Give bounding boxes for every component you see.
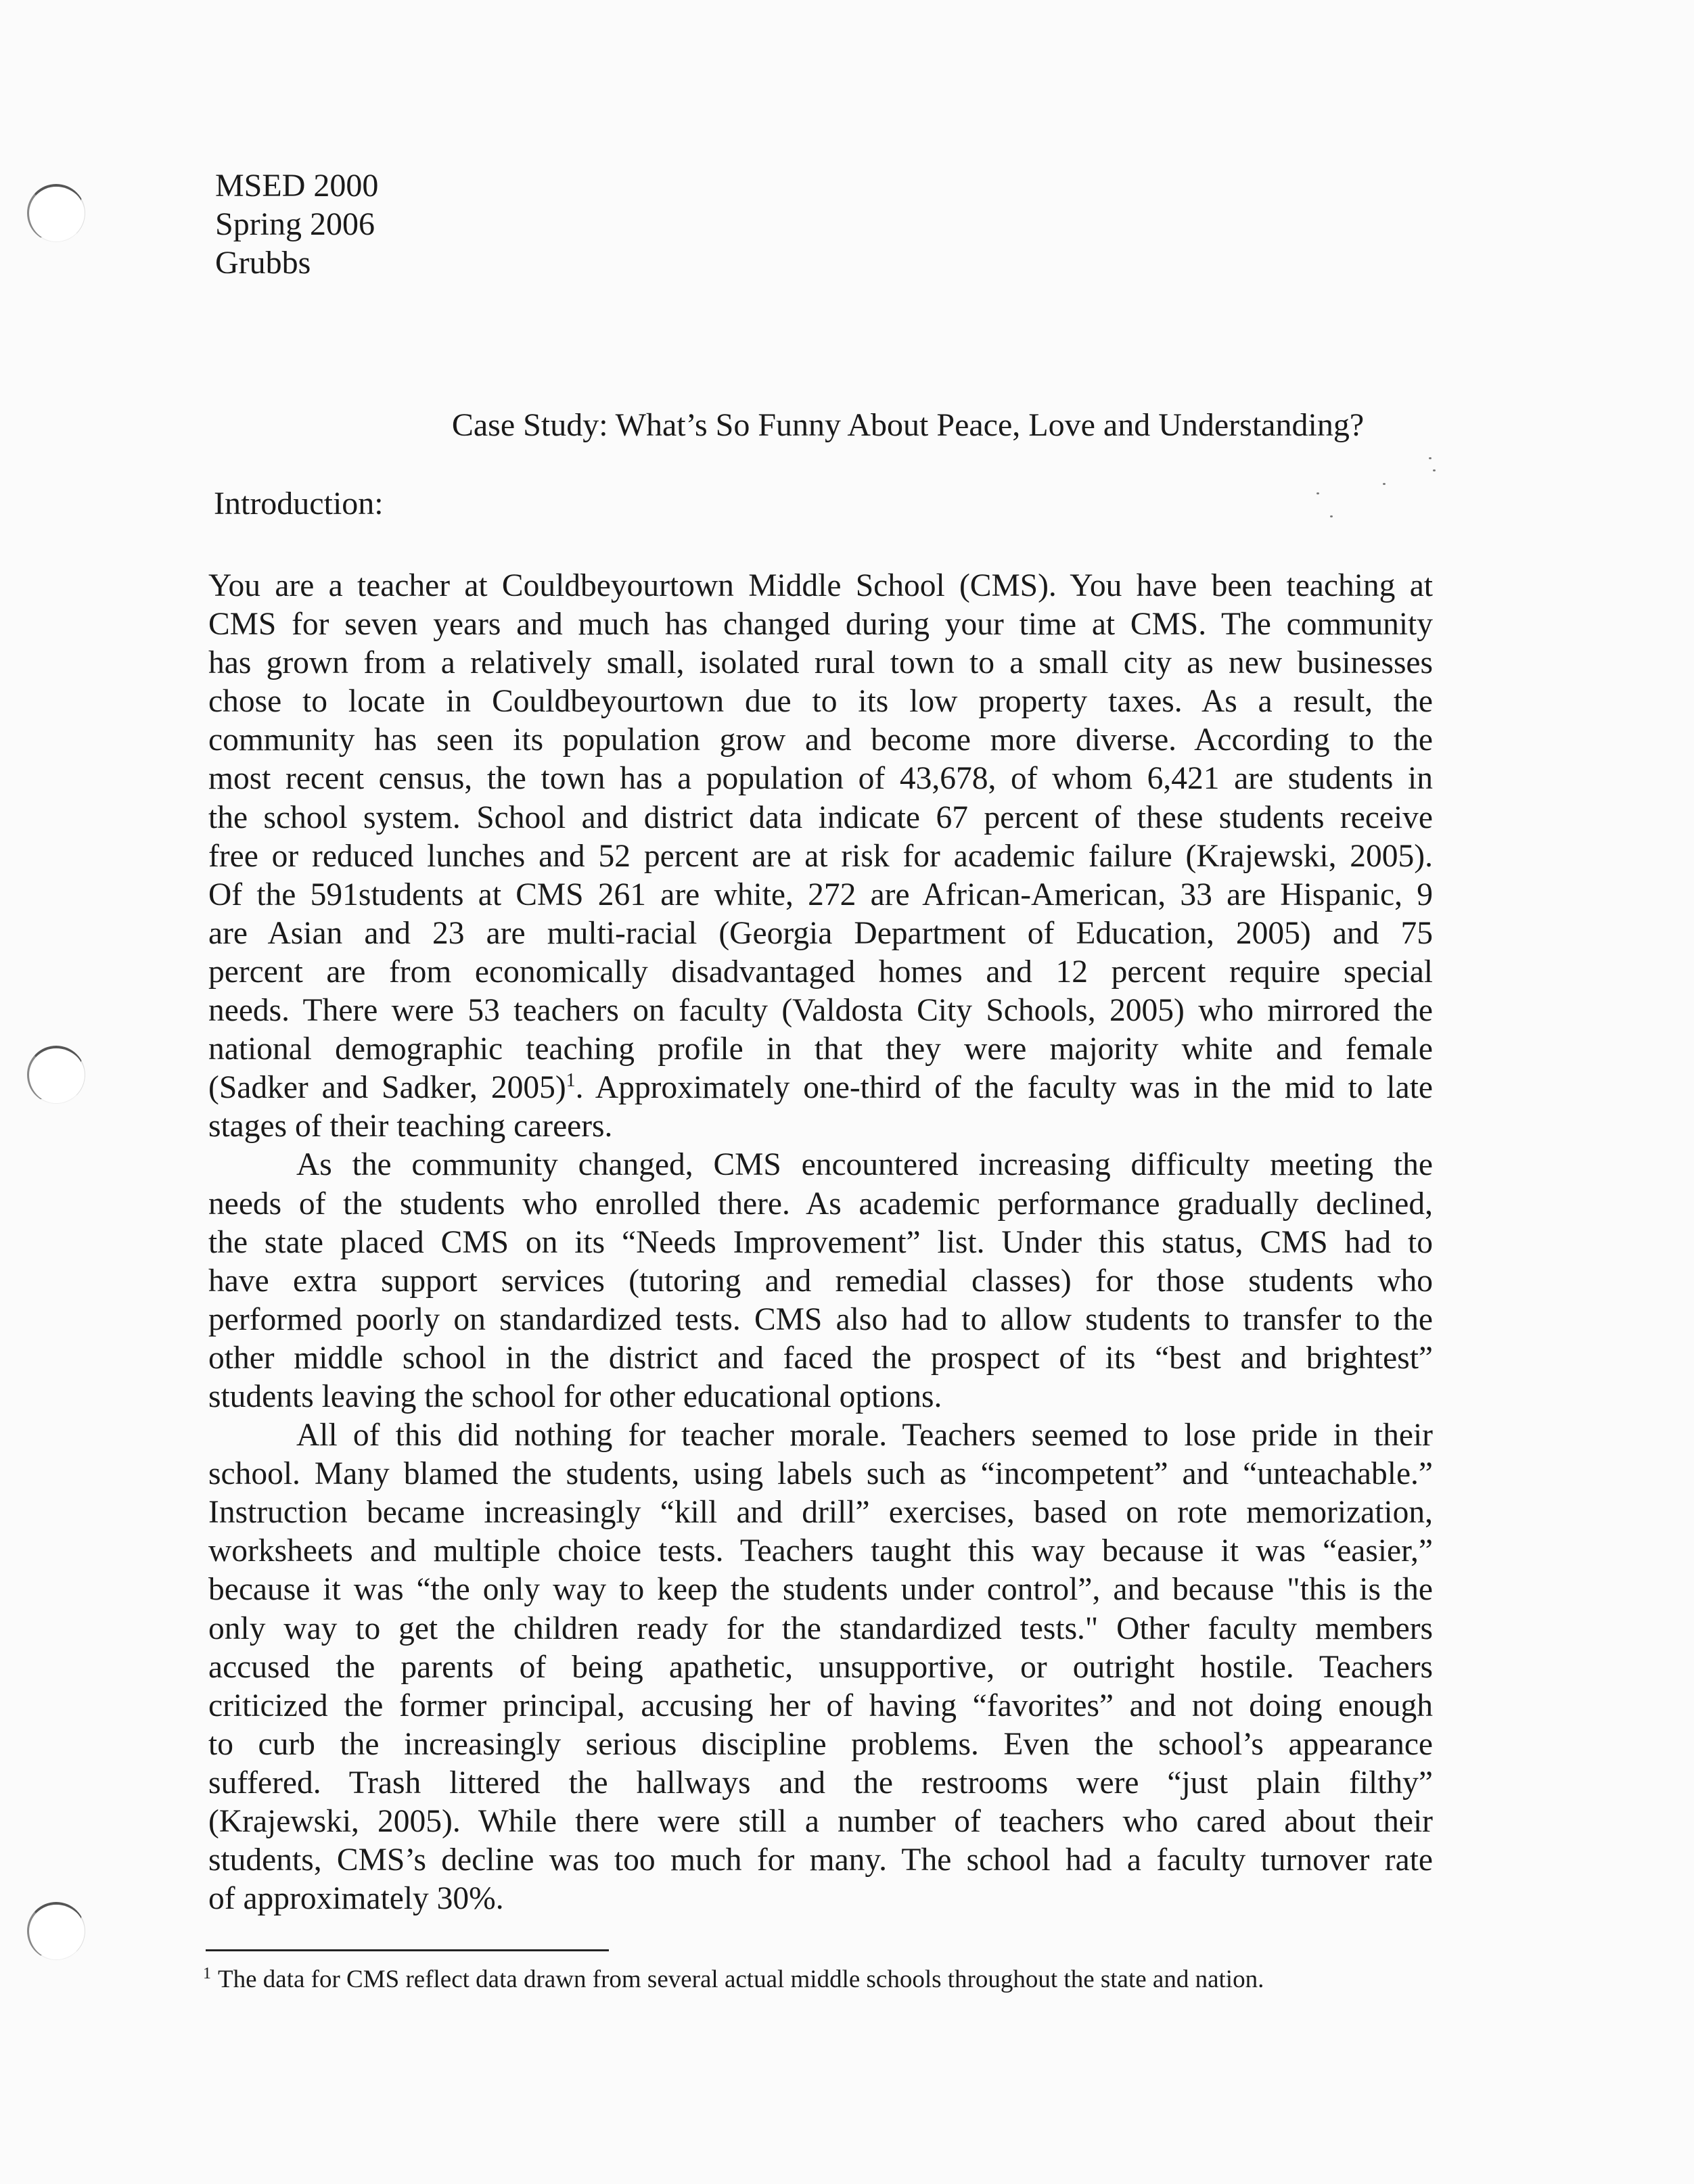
- text-line: the state placed CMS on its “Needs Improvement” list. Under this status, CMS had to: [208, 1224, 1433, 1260]
- text-line: the school system. School and district data indicate 67 percent of these students receive: [208, 799, 1433, 835]
- text-line: As the community changed, CMS encountered increasing difficulty meeting the: [296, 1147, 1433, 1183]
- text-line: stages of their teaching careers.: [208, 1109, 613, 1144]
- punch-hole: [27, 184, 85, 242]
- text-line: most recent census, the town has a population of 43,678, of whom 6,421 are students in: [208, 761, 1433, 797]
- text-line: have extra support services (tutoring and remedial classes) for those students who: [208, 1263, 1433, 1299]
- scan-speck: [1433, 469, 1436, 471]
- text-line: Of the 591students at CMS 261 are white, 272 are African-American, 33 are Hispanic, 9: [208, 877, 1433, 912]
- text-line: accused the parents of being apathetic, unsupportive, or outright hostile. Teachers: [208, 1649, 1433, 1685]
- body-text: [208, 567, 1433, 1918]
- text-line: percent are from economically disadvantaged homes and 12 percent require special: [208, 954, 1433, 990]
- instructor-name: Grubbs: [215, 245, 311, 281]
- scan-speck: [1429, 457, 1432, 459]
- text-line: students, CMS’s decline was too much for many. The school had a faculty turnover rate: [208, 1842, 1433, 1878]
- text-line: (Krajewski, 2005). While there were still a number of teachers who cared about their: [208, 1804, 1433, 1839]
- text-line: All of this did nothing for teacher morale. Teachers seemed to lose pride in their: [296, 1418, 1433, 1454]
- punch-hole: [27, 1902, 85, 1960]
- text-line: has grown from a relatively small, isolated rural town to a small city as new businesses: [208, 645, 1433, 681]
- text-line: other middle school in the district and faced the prospect of its “best and brightest”: [208, 1340, 1433, 1376]
- scan-speck: [1383, 483, 1386, 485]
- text-line: worksheets and multiple choice tests. Teachers taught this way because it was “easier,”: [208, 1533, 1433, 1569]
- citation-text: (Sadker and Sadker, 2005): [208, 1070, 566, 1106]
- title-text: Case Study: What’s So Funny About Peace, Love and Understanding?: [451, 407, 1365, 443]
- text-line: free or reduced lunches and 52 percent are at risk for academic failure (Krajewski, 2005).: [208, 838, 1433, 874]
- text-line: students leaving the school for other educational options.: [208, 1378, 942, 1414]
- text-line: suffered. Trash littered the hallways and the restrooms were “just plain filthy”: [208, 1765, 1433, 1800]
- footnote-number: 1: [203, 1964, 211, 1982]
- document-header: [215, 166, 378, 282]
- document-title: [0, 406, 1694, 444]
- text-line: needs. There were 53 teachers on faculty (Valdosta City Schools, 2005) who mirrored the: [208, 993, 1433, 1029]
- text-line: because it was “the only way to keep the students under control”, and because "this is the: [208, 1572, 1433, 1608]
- footnote: [203, 1965, 1264, 1995]
- text-line: school. Many blamed the students, using labels such as “incompetent” and “unteachable.”: [208, 1456, 1433, 1492]
- text-line: You are a teacher at Couldbeyourtown Middle School (CMS). You have been teaching at: [208, 568, 1433, 603]
- footnote-separator: [206, 1949, 609, 1951]
- text-line: of approximately 30%.: [208, 1881, 504, 1917]
- text-line: only way to get the children ready for the standardized tests." Other faculty members: [208, 1610, 1433, 1646]
- scan-speck: [1317, 492, 1319, 494]
- section-heading: Introduction:: [214, 486, 384, 521]
- term: Spring 2006: [215, 206, 375, 242]
- text-line: chose to locate in Couldbeyourtown due to its low property taxes. As a result, the: [208, 684, 1433, 720]
- text-line: are Asian and 23 are multi-racial (Georgia Department of Education, 2005) and 75: [208, 915, 1433, 951]
- text-line: criticized the former principal, accusing her of having “favorites” and not doing enough: [208, 1688, 1433, 1723]
- text-fragment: . Approximately one-third of the faculty was in the mid to late: [575, 1070, 1433, 1106]
- text-line: performed poorly on standardized tests. CMS also had to allow students to transfer to the: [208, 1301, 1433, 1337]
- scan-speck: [1330, 515, 1333, 517]
- footnote-marker: 1: [566, 1070, 576, 1092]
- footnote-text: The data for CMS reflect data drawn from several actual middle schools throughout the state and nation.: [218, 1966, 1264, 1993]
- course-code: MSED 2000: [215, 168, 379, 204]
- text-line: Instruction became increasingly “kill and drill” exercises, based on rote memorization,: [208, 1495, 1433, 1531]
- text-line: CMS for seven years and much has changed during your time at CMS. The community: [208, 607, 1433, 643]
- text-line: to curb the increasingly serious discipline problems. Even the school’s appearance: [208, 1726, 1433, 1762]
- punch-hole: [27, 1046, 85, 1104]
- text-line: needs of the students who enrolled there. As academic performance gradually declined,: [208, 1186, 1433, 1222]
- text-line-with-footnote: [208, 1069, 1433, 1107]
- text-line: national demographic teaching profile in that they were majority white and female: [208, 1031, 1433, 1067]
- text-line: community has seen its population grow and become more diverse. According to the: [208, 722, 1433, 758]
